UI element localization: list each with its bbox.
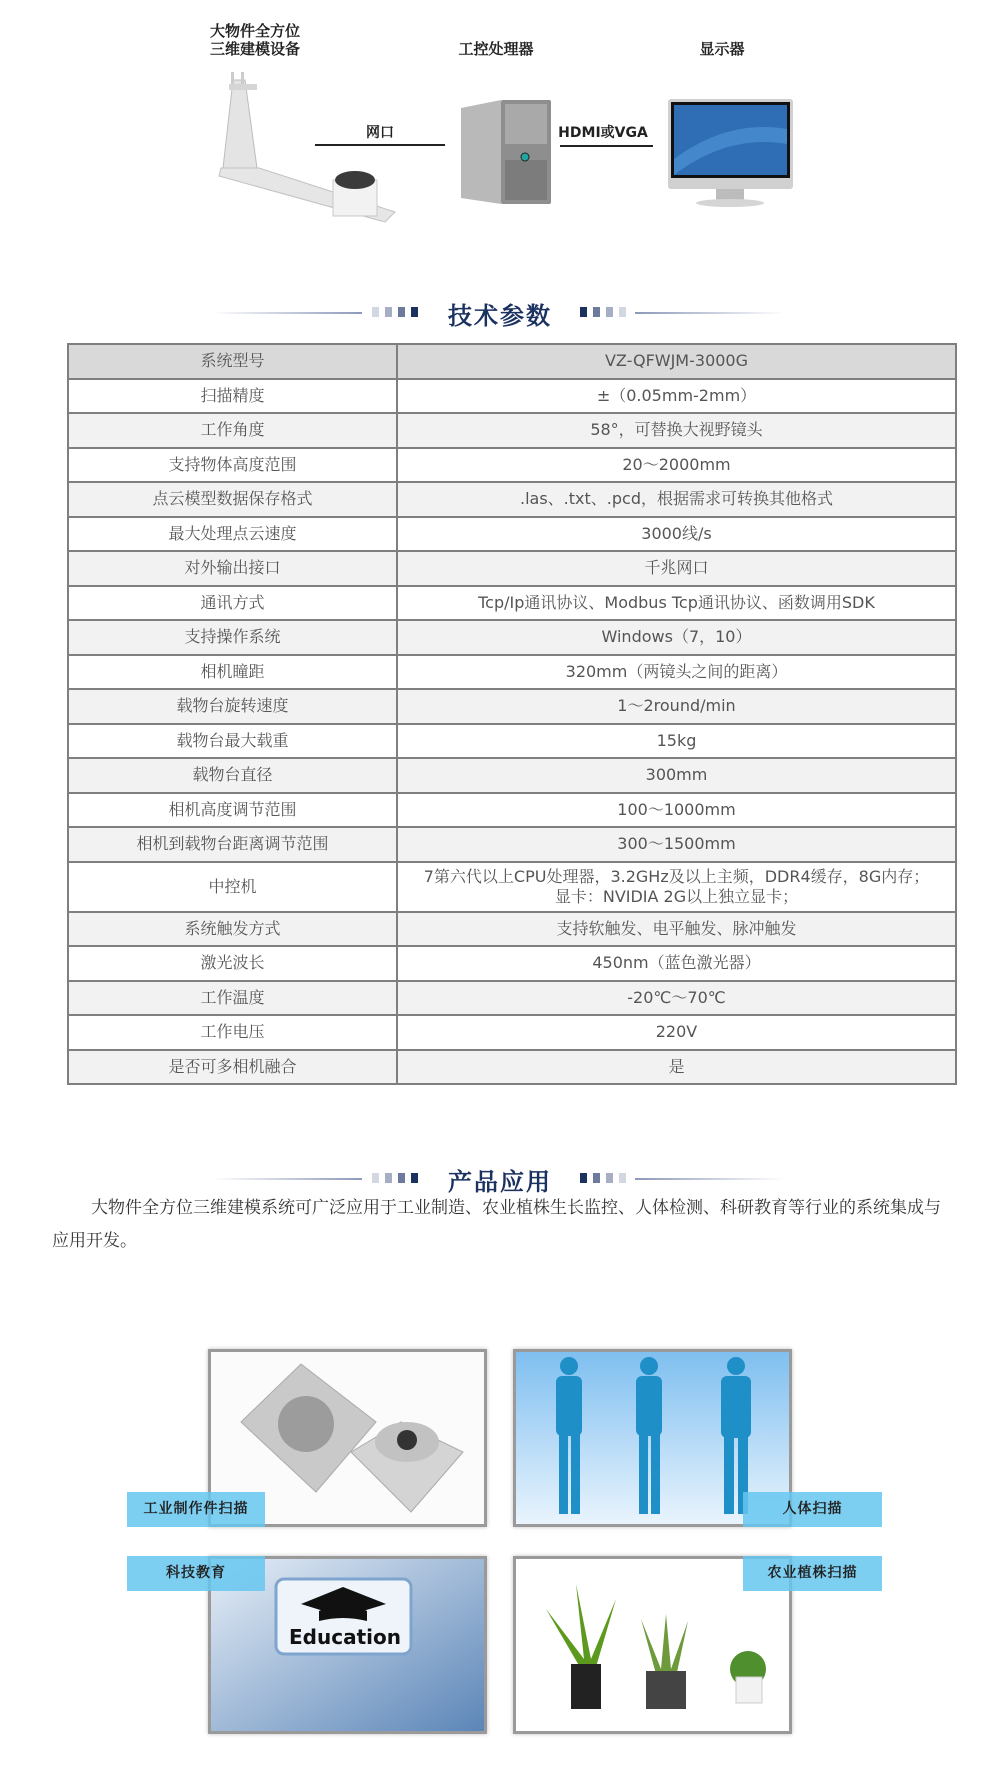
spec-value	[397, 862, 956, 912]
spec-key: 工作电压	[68, 1015, 397, 1050]
table-row	[68, 1015, 956, 1050]
heading-square-icon	[580, 1173, 587, 1183]
spec-key: 工作角度	[68, 413, 397, 448]
table-row	[68, 827, 956, 862]
tag-science-education: 科技教育	[127, 1556, 265, 1591]
spec-value: VZ-QFWJM-3000G	[397, 344, 956, 379]
spec-section-title: 技术参数	[448, 302, 552, 330]
table-row	[68, 862, 956, 912]
spec-value: .las、.txt、.pcd，根据需求可转换其他格式	[397, 482, 956, 517]
tag-human-body-scan: 人体扫描	[743, 1492, 882, 1527]
education-image-text: Education	[289, 1625, 401, 1649]
table-row	[68, 946, 956, 981]
heading-square-icon	[619, 307, 626, 317]
spec-value: Windows（7，10）	[397, 620, 956, 655]
table-row	[68, 620, 956, 655]
scanner-device-image	[215, 72, 410, 237]
heading-square-icon	[593, 1173, 600, 1183]
spec-key: 支持操作系统	[68, 620, 397, 655]
spec-key: 工作温度	[68, 981, 397, 1016]
spec-value: -20℃～70℃	[397, 981, 956, 1016]
spec-value: 千兆网口	[397, 551, 956, 586]
table-row	[68, 517, 956, 552]
table-row	[68, 551, 956, 586]
industrial-pc-image	[461, 100, 551, 204]
table-row	[68, 1050, 956, 1085]
spec-key: 相机高度调节范围	[68, 793, 397, 828]
spec-key: 对外输出接口	[68, 551, 397, 586]
heading-line-right	[635, 1178, 785, 1180]
spec-key: 载物台最大载重	[68, 724, 397, 759]
monitor-title: 显示器	[699, 40, 745, 58]
tag-agricultural-plant-scan: 农业植株扫描	[743, 1556, 882, 1591]
spec-key: 中控机	[68, 862, 397, 912]
table-row	[68, 912, 956, 947]
spec-key: 系统触发方式	[68, 912, 397, 947]
spec-value: 300mm	[397, 758, 956, 793]
spec-key: 最大处理点云速度	[68, 517, 397, 552]
monitor-image	[668, 99, 793, 209]
spec-key: 是否可多相机融合	[68, 1050, 397, 1085]
spec-value: 220V	[397, 1015, 956, 1050]
spec-value: 58°，可替换大视野镜头	[397, 413, 956, 448]
table-row	[68, 482, 956, 517]
spec-value-line2: 显卡：NVIDIA 2G以上独立显卡；	[554, 886, 799, 906]
spec-key: 扫描精度	[68, 379, 397, 414]
spec-value: 支持软触发、电平触发、脉冲触发	[397, 912, 956, 947]
heading-square-icon	[619, 1173, 626, 1183]
table-row	[68, 724, 956, 759]
spec-value: 450nm（蓝色激光器）	[397, 946, 956, 981]
table-row	[68, 758, 956, 793]
app-section-title: 产品应用	[448, 1168, 552, 1196]
table-row	[68, 793, 956, 828]
processor-title: 工控处理器	[458, 40, 534, 58]
spec-key: 相机瞳距	[68, 655, 397, 690]
table-row	[68, 655, 956, 690]
heading-square-icon	[580, 307, 587, 317]
tag-industrial-parts-scan: 工业制作件扫描	[127, 1492, 265, 1527]
device-title	[195, 22, 315, 58]
table-row	[68, 689, 956, 724]
ethernet-connection-line	[315, 144, 445, 146]
heading-square-icon	[606, 1173, 613, 1183]
spec-value: 3000线/s	[397, 517, 956, 552]
spec-value: Tcp/Ip通讯协议、Modbus Tcp通讯协议、函数调用SDK	[397, 586, 956, 621]
spec-value: 320mm（两镜头之间的距离）	[397, 655, 956, 690]
table-row	[68, 981, 956, 1016]
table-row	[68, 413, 956, 448]
table-row	[68, 586, 956, 621]
spec-value: 300～1500mm	[397, 827, 956, 862]
table-row	[68, 344, 956, 379]
spec-value: 100～1000mm	[397, 793, 956, 828]
heading-line-right	[635, 312, 785, 314]
spec-value: 20～2000mm	[397, 448, 956, 483]
table-row	[68, 379, 956, 414]
spec-key: 点云模型数据保存格式	[68, 482, 397, 517]
table-row	[68, 448, 956, 483]
spec-table	[67, 343, 957, 1085]
device-title-line2: 三维建模设备	[209, 40, 300, 58]
spec-section-heading	[0, 292, 1000, 332]
spec-value: 是	[397, 1050, 956, 1085]
spec-value-line1: 7第六代以上CPU处理器，3.2GHz及以上主频，DDR4缓存，8G内存；	[423, 866, 930, 886]
link-ethernet-label: 网口	[366, 125, 394, 141]
spec-value: 1～2round/min	[397, 689, 956, 724]
spec-key: 通讯方式	[68, 586, 397, 621]
hdmi-connection-line	[560, 145, 653, 147]
spec-value: 15kg	[397, 724, 956, 759]
heading-square-icon	[606, 307, 613, 317]
spec-key: 相机到载物台距离调节范围	[68, 827, 397, 862]
spec-key: 载物台直径	[68, 758, 397, 793]
spec-value: ±（0.05mm-2mm）	[397, 379, 956, 414]
spec-key: 载物台旋转速度	[68, 689, 397, 724]
app-description: 大物件全方位三维建模系统可广泛应用于工业制造、农业植株生长监控、人体检测、科研教育等行业的系统集成与应用开发。	[52, 1198, 941, 1251]
link-hdmi-label: HDMI或VGA	[558, 125, 648, 141]
spec-key: 支持物体高度范围	[68, 448, 397, 483]
device-title-line1: 大物件全方位	[209, 22, 300, 40]
heading-square-icon	[593, 307, 600, 317]
spec-key: 激光波长	[68, 946, 397, 981]
spec-key: 系统型号	[68, 344, 397, 379]
